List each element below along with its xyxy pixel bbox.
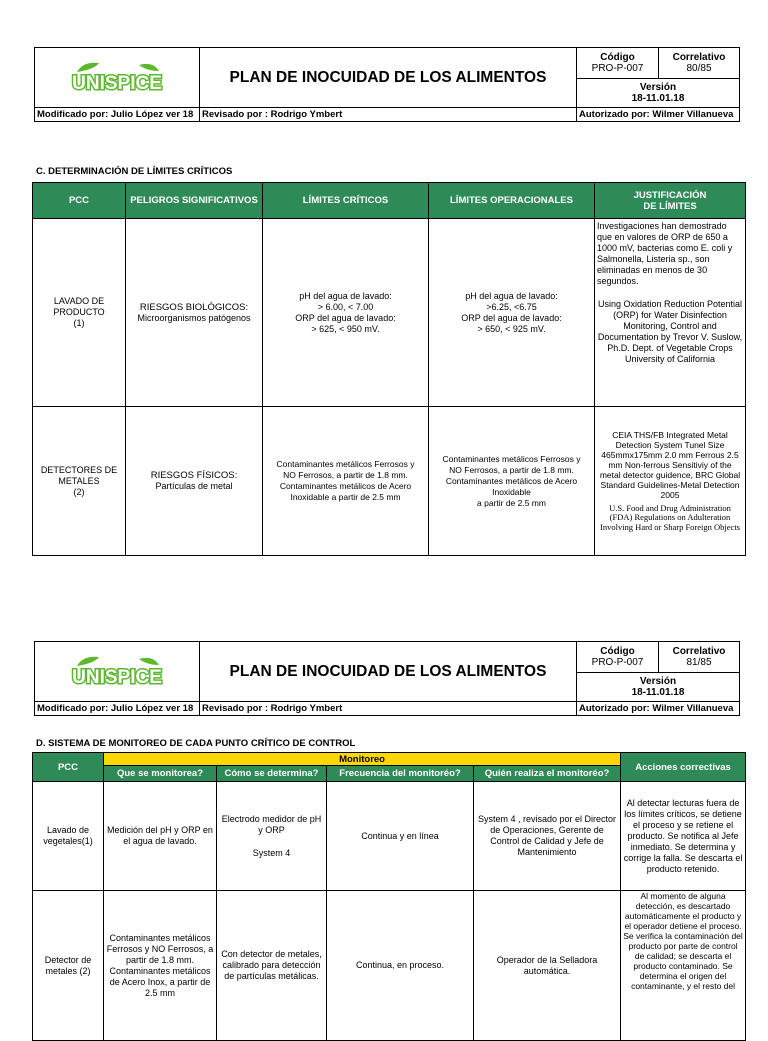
codigo-label: Código — [600, 52, 635, 63]
pcc-cell: Detector de metales (2) — [33, 891, 104, 1041]
codigo-value: PRO-P-007 — [591, 657, 644, 668]
operacional-line: pH del agua de lavado: — [465, 290, 558, 301]
que-cell: Medición del pH y ORP en el agua de lavado. — [104, 782, 217, 891]
critico-line: Inoxidable a partir de 2.5 mm — [290, 492, 401, 502]
table-row — [33, 407, 746, 556]
operacionales-cell — [429, 407, 595, 556]
version-label: Versión — [639, 676, 677, 687]
table-row — [33, 782, 746, 891]
col-que-se-monitorea: Que se monitorea? — [104, 766, 217, 782]
justificacion-reference: Using Oxidation Reduction Potential (ORP) for Water Disinfection Monitoring, Control and Documentation by Trevor V. Suslow, Ph.D. Dept. of Vegetable Crops University of California — [597, 299, 743, 364]
document-title: PLAN DE INOCUIDAD DE LOS ALIMENTOS — [200, 48, 577, 108]
codigo-label: Código — [600, 646, 635, 657]
peligros-cell — [126, 219, 263, 407]
col-acciones-correctivas: Acciones correctivas — [621, 753, 746, 782]
pcc-line: (2) — [73, 486, 85, 497]
operacional-line: > 650, < 925 mV. — [477, 323, 546, 334]
como-cell — [217, 891, 327, 1041]
col-justificacion — [595, 183, 746, 219]
justificacion-cell — [595, 407, 746, 556]
pcc-cell — [33, 407, 126, 556]
operacional-line: >6.25, <6.75 — [486, 301, 537, 312]
col-pcc: PCC — [33, 183, 126, 219]
peligros-cell — [126, 407, 263, 556]
revisado-por: Revisado por : Rodrigo Ymbert — [200, 702, 577, 716]
pcc-line: (1) — [73, 318, 85, 328]
table-row — [33, 891, 746, 1041]
col-limites-criticos: LÍMITES CRÍTICOS — [263, 183, 429, 219]
critico-line: pH del agua de lavado: — [299, 290, 392, 301]
revisado-por: Revisado por : Rodrigo Ymbert — [200, 108, 577, 122]
peligro-detail: Partículas de metal — [155, 481, 233, 491]
svg-text:UNISPICE: UNISPICE — [72, 72, 162, 94]
table-row — [33, 219, 746, 407]
peligro-type: RIESGOS BIOLÓGICOS: — [139, 301, 249, 313]
criticos-cell — [263, 219, 429, 407]
correlativo-value: 80/85 — [686, 63, 712, 74]
critico-line: NO Ferrosos, a partir de 1.8 mm. — [283, 470, 408, 480]
col-peligros: PELIGROS SIGNIFICATIVOS — [126, 183, 263, 219]
como-cell — [217, 782, 327, 891]
pcc-cell — [33, 219, 126, 407]
operacional-line: Contaminantes metálicos de Acero — [445, 475, 578, 486]
col-como-se-determina: Cómo se determina? — [217, 766, 327, 782]
acciones-cell: Al momento de alguna detección, es descartado automáticamente el producto y el operador detiene el proceso. Se verifica la contaminación del producto por parte de control de calidad; se descarta el producto contaminado. Se determina el origen del contaminante, y el resto del — [621, 891, 746, 1041]
col-pcc: PCC — [33, 753, 104, 782]
document-header-2 — [34, 641, 740, 716]
pcc-line: LAVADO DE — [53, 296, 105, 306]
correlativo-cell — [659, 48, 740, 79]
como-line: Electrodo medidor de pH y ORP — [221, 813, 322, 835]
unispice-logo — [35, 642, 200, 702]
peligro-detail: Microorganismos patógenos — [137, 312, 251, 323]
pcc-cell: Lavado de vegetales(1) — [33, 782, 104, 891]
version-cell — [577, 79, 740, 108]
critico-line: ORP del agua de lavado: — [295, 312, 396, 323]
autorizado-por: Autorizado por: Wilmer Villanueva — [577, 702, 740, 716]
operacional-line: Contaminantes metálicos Ferrosos y — [442, 453, 581, 464]
operacionales-cell — [429, 219, 595, 407]
col-frecuencia: Frecuencia del monitoréo? — [327, 766, 474, 782]
version-value: 18-11.01.18 — [631, 687, 685, 698]
como-line: Con detector de metales, calibrado para detección de partículas metálicas. — [221, 949, 322, 981]
svg-text:UNISPICE: UNISPICE — [72, 666, 162, 688]
operacional-line: ORP del agua de lavado: — [461, 312, 562, 323]
document-title: PLAN DE INOCUIDAD DE LOS ALIMENTOS — [200, 642, 577, 702]
unispice-logo — [35, 48, 200, 108]
correlativo-label: Correlativo — [672, 52, 726, 63]
pcc-line: DETECTORES DE — [40, 464, 118, 475]
version-label: Versión — [639, 82, 677, 93]
section-c-title: C. DETERMINACIÓN DE LÍMITES CRÍTICOS — [36, 166, 233, 177]
operacional-line: Inoxidable — [492, 486, 531, 497]
codigo-cell — [577, 48, 659, 79]
operacional-line: a partir de 2.5 mm — [477, 497, 546, 508]
autorizado-por: Autorizado por: Wilmer Villanueva — [577, 108, 740, 122]
justificacion-cell — [595, 219, 746, 407]
codigo-cell — [577, 642, 659, 673]
critico-line: Contaminantes metálicos de Acero — [279, 481, 412, 491]
col-monitoreo: Monitoreo — [104, 753, 621, 766]
section-d-title: D. SISTEMA DE MONITOREO DE CADA PUNTO CRÍTICO DE CONTROL — [36, 738, 356, 749]
modificado-por: Modificado por: Julio López ver 18 — [35, 702, 200, 716]
version-value: 18-11.01.18 — [631, 93, 685, 104]
quien-cell: Operador de la Selladora automática. — [474, 891, 621, 1041]
como-line: System 4 — [252, 847, 291, 858]
justificacion-text: Investigaciones han demostrado que en valores de ORP de 650 a 1000 mV, bacterias como E. coli y Salmonella, Listeria sp., son eliminadas en menos de 30 segundos. — [597, 221, 733, 286]
critico-line: > 625, < 950 mV. — [311, 323, 380, 334]
col-justificacion-line1: JUSTIFICACIÓN — [633, 189, 707, 201]
document-header-1 — [34, 47, 740, 122]
col-justificacion-line2: DE LÍMITES — [643, 200, 697, 212]
col-quien-realiza: Quién realiza el monitoréo? — [474, 766, 621, 782]
correlativo-value: 81/85 — [686, 657, 712, 668]
correlativo-label: Correlativo — [672, 646, 726, 657]
pcc-line: METALES — [58, 475, 100, 486]
limites-criticos-table — [32, 182, 746, 556]
col-limites-operacionales: LÍMITES OPERACIONALES — [429, 183, 595, 219]
version-cell — [577, 673, 740, 702]
que-cell: Contaminantes metálicos Ferrosos y NO Ferrosos, a partir de 1.8 mm. Contaminantes metálicos de Acero Inox, a partir de 2.5 mm — [104, 891, 217, 1041]
codigo-value: PRO-P-007 — [591, 63, 644, 74]
quien-cell: System 4 , revisado por el Director de Operaciones, Gerente de Control de Calidad y Jefe de Mantenimiento — [474, 782, 621, 891]
peligro-type: RIESGOS FÍSICOS: — [150, 470, 238, 481]
modificado-por: Modificado por: Julio López ver 18 — [35, 108, 200, 122]
frecuencia-cell: Continua y en línea — [327, 782, 474, 891]
justificacion-text: CEIA THS/FB Integrated Metal Detection System Tunel Size 465mmx175mm 2.0 mm Ferrous 2.5 mm Non-ferrous Sensitiviy of the metal detector guidence, BRC Global Standard Guidelines-Metal Detection 2005 — [599, 429, 741, 500]
critico-line: > 6.00, < 7.00 — [317, 301, 374, 312]
monitoreo-table — [32, 752, 746, 1041]
operacional-line: NO Ferrosos, a partir de 1.8 mm. — [449, 464, 574, 475]
frecuencia-cell: Continua, en proceso. — [327, 891, 474, 1041]
unispice-logo-icon — [69, 59, 165, 97]
correlativo-cell — [659, 642, 740, 673]
criticos-cell — [263, 407, 429, 556]
unispice-logo-icon — [69, 653, 165, 691]
justificacion-reference: U.S. Food and Drug Administration (FDA) Regulations on Adulteration Involving Hard or Sharp Foreign Objects — [600, 502, 740, 532]
acciones-cell: Al detectar lecturas fuera de los límites críticos, se detiene el proceso y se retiene el producto. Se notifica al Jefe inmediato. Se determina y corrige la falla. Se descarta el producto retenido. — [621, 782, 746, 891]
critico-line: Contaminantes metálicos Ferrosos y — [276, 459, 415, 469]
pcc-line: PRODUCTO — [53, 307, 105, 317]
